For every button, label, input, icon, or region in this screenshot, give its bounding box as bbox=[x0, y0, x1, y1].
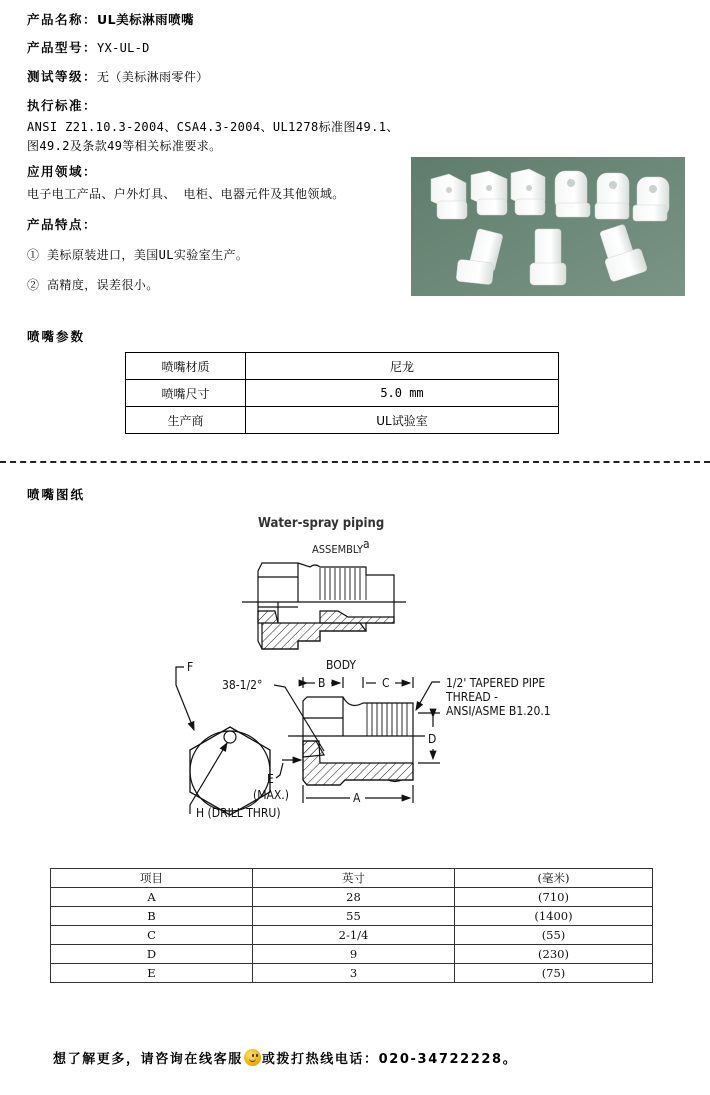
column-header-inch: 英寸 bbox=[253, 869, 455, 888]
label-thread-1: 1/2' TAPERED PIPE bbox=[446, 676, 546, 690]
label-c: C bbox=[382, 676, 390, 690]
cell-mm: (710) bbox=[455, 888, 653, 907]
product-name-row bbox=[27, 13, 194, 27]
section-divider bbox=[0, 461, 710, 463]
application-label: 应用领域： bbox=[27, 164, 98, 179]
cell-inch: 55 bbox=[253, 907, 455, 926]
product-model-value: YX-UL-D bbox=[97, 41, 150, 55]
smiley-icon[interactable] bbox=[244, 1049, 261, 1066]
product-name-label: 产品名称： bbox=[27, 12, 98, 27]
label-e: E bbox=[267, 772, 274, 786]
table-row bbox=[51, 945, 653, 964]
cell-inch: 9 bbox=[253, 945, 455, 964]
cell-mm: (230) bbox=[455, 945, 653, 964]
feature-item-1: ① 美标原装进口，美国UL实验室生产。 bbox=[27, 248, 249, 262]
nozzle-photo-icon bbox=[411, 157, 685, 296]
table-header-row bbox=[51, 869, 653, 888]
label-body: BODY bbox=[326, 658, 356, 672]
drawing-heading: 喷嘴图纸 bbox=[27, 487, 86, 502]
label-f: F bbox=[187, 660, 194, 674]
assembly-label: ASSEMBLYa bbox=[312, 537, 370, 556]
product-model-row bbox=[27, 41, 150, 55]
param-key: 喷嘴材质 bbox=[126, 353, 246, 380]
application-value: 电子电工产品、户外灯具、 电柜、电器元件及其他领域。 bbox=[27, 187, 345, 201]
table-row bbox=[126, 380, 559, 407]
params-heading: 喷嘴参数 bbox=[27, 329, 86, 344]
test-grade-label: 测试等级： bbox=[27, 69, 98, 84]
label-a: A bbox=[353, 791, 361, 805]
cell-inch: 28 bbox=[253, 888, 455, 907]
nozzle-technical-drawing bbox=[170, 505, 570, 835]
table-row bbox=[51, 926, 653, 945]
feature-item-2: ② 高精度，误差很小。 bbox=[27, 278, 159, 292]
drawing-title: Water-spray piping bbox=[258, 516, 385, 531]
column-header-item: 项目 bbox=[51, 869, 253, 888]
cell-mm: (75) bbox=[455, 964, 653, 983]
table-row bbox=[126, 407, 559, 434]
table-row bbox=[126, 353, 559, 380]
param-value: 5.0 mm bbox=[246, 380, 559, 407]
table-row bbox=[51, 907, 653, 926]
param-value: 尼龙 bbox=[246, 353, 559, 380]
table-row bbox=[51, 964, 653, 983]
label-thread-3: ANSI/ASME B1.20.1 bbox=[446, 704, 551, 718]
features-label: 产品特点： bbox=[27, 217, 98, 232]
param-key: 生产商 bbox=[126, 407, 246, 434]
cell-mm: (55) bbox=[455, 926, 653, 945]
label-thread-2: THREAD - bbox=[446, 690, 499, 704]
label-e-max: (MAX.) bbox=[253, 788, 289, 802]
contact-text-before: 想了解更多，请咨询在线客服 bbox=[53, 1052, 243, 1067]
nozzle-photo bbox=[411, 157, 685, 296]
standard-line-2: 图49.2及条款49等相关标准要求。 bbox=[27, 139, 222, 153]
label-h-drill-thru: H (DRILL THRU) bbox=[196, 806, 281, 820]
label-d: D bbox=[428, 732, 437, 746]
cell-item: E bbox=[51, 964, 253, 983]
label-b: B bbox=[318, 676, 326, 690]
dimensions-table bbox=[50, 868, 653, 983]
cell-item: A bbox=[51, 888, 253, 907]
label-angle: 38-1/2° bbox=[222, 678, 263, 692]
cell-inch: 3 bbox=[253, 964, 455, 983]
params-table bbox=[125, 352, 559, 434]
product-name-value: UL美标淋雨喷嘴 bbox=[97, 12, 195, 27]
contact-footer bbox=[53, 1048, 517, 1067]
cell-item: C bbox=[51, 926, 253, 945]
param-key: 喷嘴尺寸 bbox=[126, 380, 246, 407]
cell-item: B bbox=[51, 907, 253, 926]
cell-mm: (1400) bbox=[455, 907, 653, 926]
table-row bbox=[51, 888, 653, 907]
param-value: UL试验室 bbox=[246, 407, 559, 434]
cell-item: D bbox=[51, 945, 253, 964]
standard-line-1: ANSI Z21.10.3-2004、CSA4.3-2004、UL1278标准图49.1、 bbox=[27, 120, 399, 134]
product-model-label: 产品型号： bbox=[27, 40, 98, 55]
test-grade-row bbox=[27, 70, 209, 84]
cell-inch: 2-1/4 bbox=[253, 926, 455, 945]
contact-text-after: 或拨打热线电话：020-34722228。 bbox=[261, 1052, 518, 1067]
standard-label: 执行标准： bbox=[27, 98, 98, 113]
column-header-mm: (毫米) bbox=[455, 869, 653, 888]
test-grade-value: 无（美标淋雨零件） bbox=[97, 70, 209, 84]
